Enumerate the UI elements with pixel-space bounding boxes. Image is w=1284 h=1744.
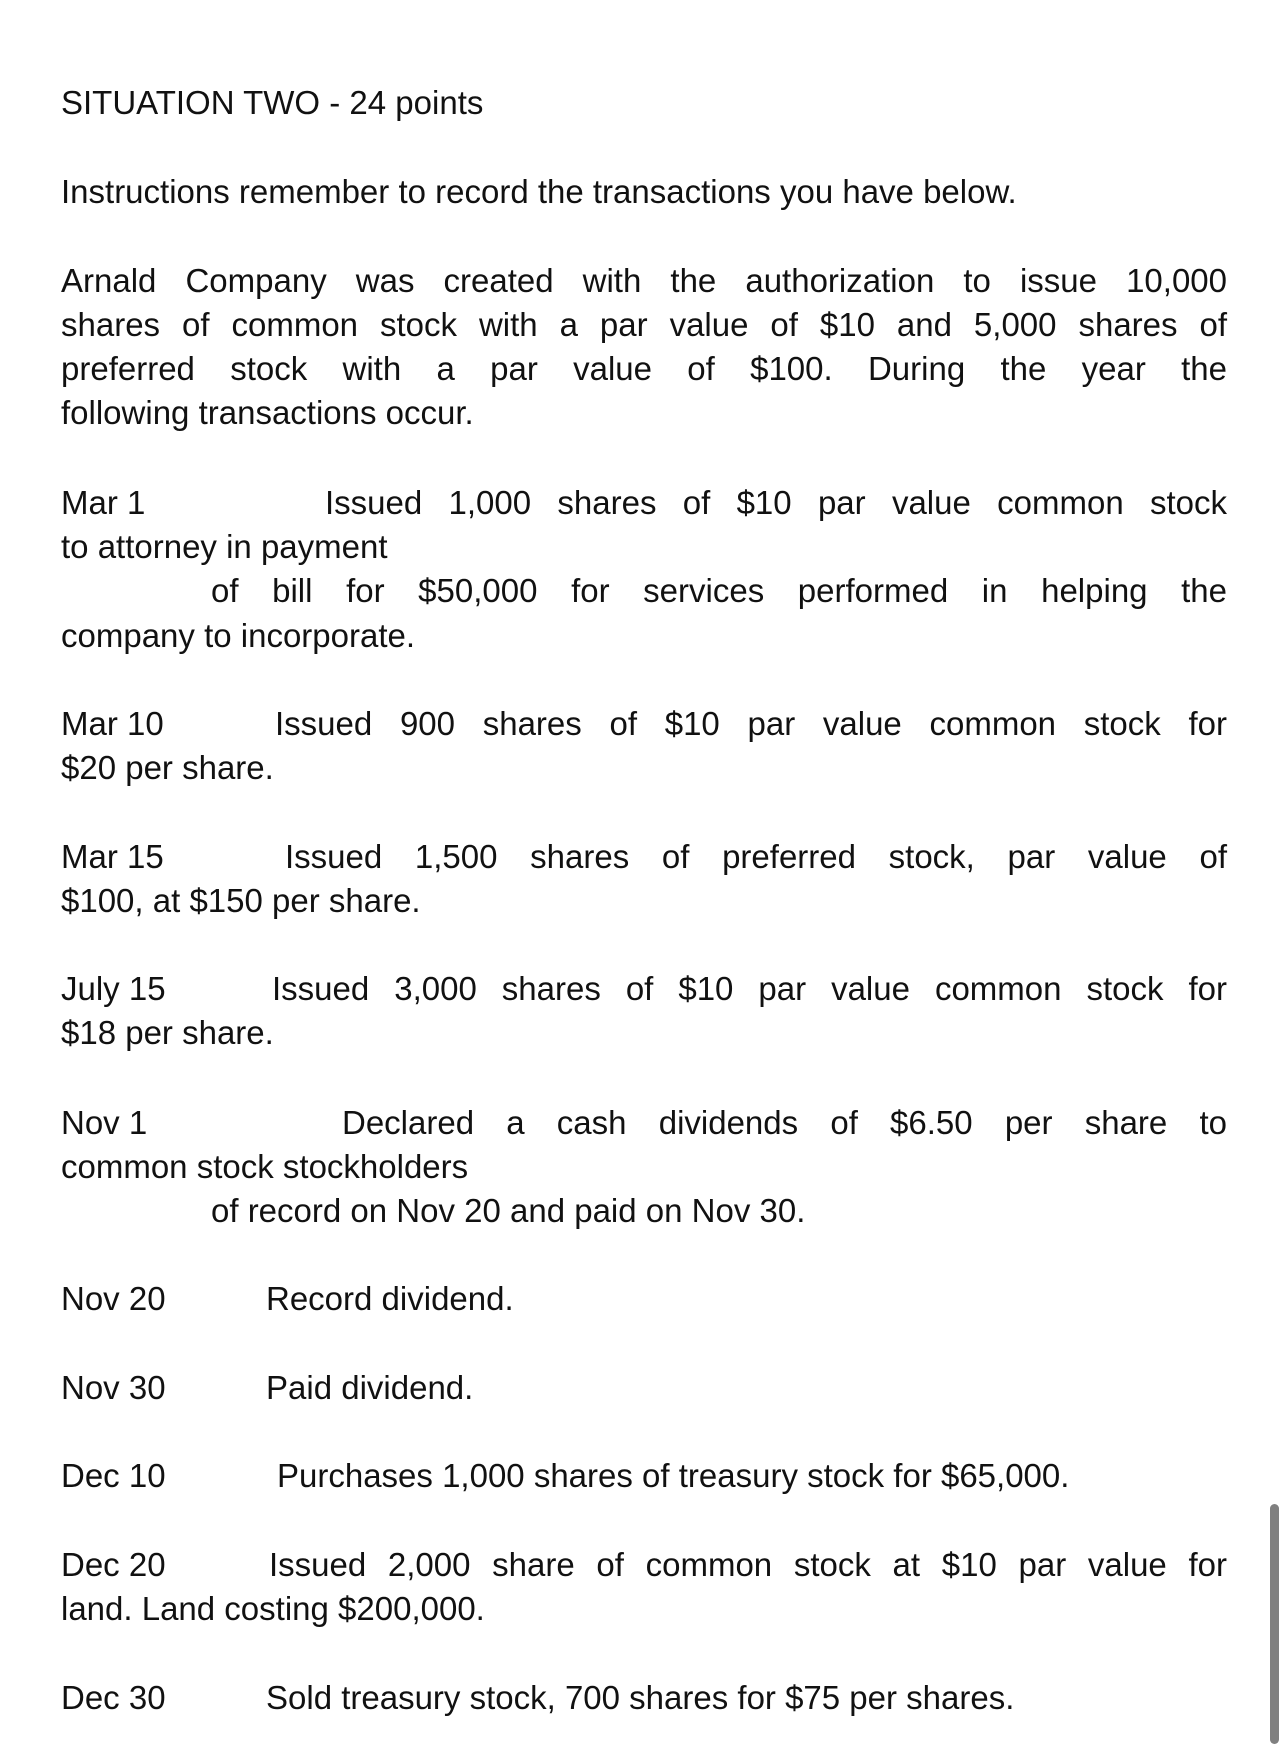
vertical-scrollbar[interactable] xyxy=(1270,1504,1279,1744)
transaction-text: to attorney in payment xyxy=(61,528,388,565)
transaction-text: Issued 1,000 shares of $10 par value common stock xyxy=(325,484,1227,521)
transaction-text: $18 per share. xyxy=(61,1014,274,1051)
transaction-date: Nov 1 xyxy=(61,1104,148,1141)
transaction-date: Mar 15 xyxy=(61,838,164,875)
transaction-date: July 15 xyxy=(61,970,166,1007)
transaction-text: company to incorporate. xyxy=(61,617,416,654)
intro-line: shares of common stock with a par value of $10 and 5,000 shares of xyxy=(61,306,1227,343)
transaction-date: Dec 30 xyxy=(61,1679,166,1716)
intro-paragraph xyxy=(61,259,1227,435)
transaction-text: Sold treasury stock, 700 shares for $75 per shares. xyxy=(266,1679,1015,1716)
transaction-text: Paid dividend. xyxy=(266,1369,474,1406)
instructions: Instructions remember to record the transactions you have below. xyxy=(61,173,1017,210)
transaction-date: Dec 20 xyxy=(61,1546,166,1583)
transaction-text: Declared a cash dividends of $6.50 per share to xyxy=(342,1104,1227,1141)
intro-line: following transactions occur. xyxy=(61,394,474,431)
transaction-text: Purchases 1,000 shares of treasury stock for $65,000. xyxy=(277,1457,1070,1494)
page-title: SITUATION TWO - 24 points xyxy=(61,84,484,121)
transaction-date: Mar 10 xyxy=(61,705,164,742)
transaction-text: Record dividend. xyxy=(266,1280,514,1317)
transaction-text: $100, at $150 per share. xyxy=(61,882,421,919)
transaction-date: Nov 20 xyxy=(61,1280,166,1317)
transaction-date: Mar 1 xyxy=(61,484,146,521)
intro-line: Arnald Company was created with the authorization to issue 10,000 xyxy=(61,262,1227,299)
transaction-date: Nov 30 xyxy=(61,1369,166,1406)
transaction-text: of record on Nov 20 and paid on Nov 30. xyxy=(211,1192,806,1229)
transaction-text: Issued 3,000 shares of $10 par value common stock for xyxy=(272,970,1227,1007)
intro-line: preferred stock with a par value of $100. During the year the xyxy=(61,350,1227,387)
transaction-text: Issued 2,000 share of common stock at $10 par value for xyxy=(269,1546,1227,1583)
transaction-text: land. Land costing $200,000. xyxy=(61,1590,485,1627)
transaction-text: $20 per share. xyxy=(61,749,274,786)
transaction-text: of bill for $50,000 for services performed in helping the xyxy=(211,572,1227,609)
transaction-text: common stock stockholders xyxy=(61,1148,469,1185)
transaction-text: Issued 900 shares of $10 par value common stock for xyxy=(275,705,1227,742)
transaction-date: Dec 10 xyxy=(61,1457,166,1494)
transaction-text: Issued 1,500 shares of preferred stock, par value of xyxy=(285,838,1227,875)
